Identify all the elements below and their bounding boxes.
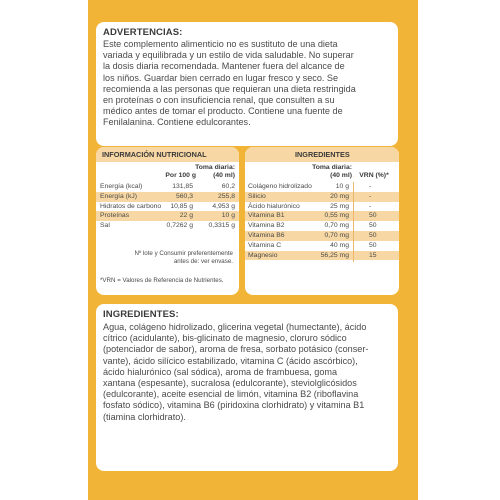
warnings-text — [103, 39, 391, 129]
col-vrn: VRN (%)* — [359, 172, 389, 179]
warnings-line: Este complemento alimenticio no es sustituto de una dieta — [103, 39, 338, 49]
ingredients-title: INGREDIENTES: — [103, 309, 179, 320]
row-daily: 25 mg — [330, 202, 349, 210]
warnings-line: médico antes de tomar el producto. Contiene una fuente de — [103, 106, 343, 117]
column-divider — [353, 182, 354, 262]
table-row — [96, 182, 239, 192]
lot-note-line: antes de: ver envase. — [173, 258, 233, 265]
table-row — [245, 202, 399, 212]
row-name: Sal — [100, 222, 110, 230]
warnings-title: ADVERTENCIAS: — [103, 27, 183, 38]
ingredients-line: fosfato sódico), vitamina B6 (piridoxina clorhidrato) y vitamina B1 — [103, 400, 365, 411]
col-daily-line2: (40 ml) — [330, 172, 352, 179]
row-vrn: - — [369, 202, 372, 210]
row-daily: 0,70 mg — [324, 231, 349, 239]
row-daily: 4,953 g — [212, 202, 235, 210]
nutrition-title: INFORMACIÓN NUTRICIONAL — [96, 147, 239, 162]
row-per100: 131,85 — [172, 183, 193, 190]
table-row — [96, 202, 239, 212]
row-daily: 10 g — [221, 212, 235, 220]
ingredients-line: cítrico (acidulante), bis-glicinato de magnesio, cloruro sódico — [103, 333, 347, 344]
ingredients-text — [103, 322, 391, 423]
warnings-box — [96, 22, 398, 146]
row-per100: 560,3 — [175, 192, 193, 200]
col-daily-line1: Toma diaria: — [312, 164, 352, 171]
row-name: Colágeno hidrolizado — [248, 183, 312, 190]
row-daily: 60,2 — [221, 183, 235, 190]
ingredients-table-title: INGREDIENTES — [245, 147, 399, 162]
warnings-line: la dosis diaria recomendada. Mantener fuera del alcance de — [103, 61, 345, 72]
table-row — [245, 241, 399, 251]
row-daily: 10 g — [335, 183, 349, 190]
row-name: Vitamina C — [248, 241, 282, 249]
row-name: Vitamina B6 — [248, 231, 285, 239]
ingredients-line: (edulcorante), aceite esencial de limón, vitamina B2 (riboflavina — [103, 389, 359, 400]
row-name: Hidratos de carbono — [100, 202, 162, 210]
ingredients-line: (tiamina clorhidrato). — [103, 411, 186, 422]
row-vrn: - — [369, 183, 372, 190]
warnings-line: en proteínas o con insuficiencia renal, que consulten a su — [103, 95, 335, 106]
row-name: Ácido hialurónico — [248, 202, 300, 210]
ingredients-table — [245, 147, 399, 295]
table-row — [245, 211, 399, 221]
nutrition-column-headers — [96, 162, 239, 182]
ingredients-line: vante), ácido silícico estabilizado, vitamina C (ácido ascórbico), — [103, 355, 358, 366]
row-daily: 40 mg — [330, 241, 349, 249]
row-name: Energía (kcal) — [100, 183, 143, 190]
ingredients-line: xantana (espesante), sucralosa (edulcorante), steviolglicósidos — [103, 378, 357, 389]
row-daily: 0,55 mg — [324, 212, 349, 220]
ingredients-line: (potenciador de sabor), aroma de fresa, sorbato potásico (conser- — [103, 344, 369, 355]
ingredients-line: ácido hialurónico (sal sódica), aroma de frambuesa, goma — [103, 366, 338, 377]
table-row — [245, 251, 399, 261]
row-per100: 10,85 g — [170, 202, 193, 210]
row-daily: 255,8 — [217, 192, 235, 200]
row-name: Energía (kJ) — [100, 192, 138, 200]
row-daily: 0,3315 g — [208, 222, 235, 230]
row-daily: 20 mg — [330, 192, 349, 200]
table-row — [245, 192, 399, 202]
row-daily: 56,25 mg — [320, 251, 349, 259]
table-row — [96, 221, 239, 231]
col-per100: Por 100 g — [165, 172, 196, 179]
table-row — [96, 192, 239, 202]
row-vrn: 15 — [369, 251, 377, 259]
warnings-line: variada y equilibrada y un estilo de vida saludable. No superar — [103, 50, 354, 61]
row-vrn: - — [369, 192, 372, 200]
row-daily: 0,70 mg — [324, 222, 349, 230]
row-name: Silicio — [248, 192, 266, 200]
row-per100: 0,7262 g — [166, 222, 193, 230]
ingredients-column-headers — [245, 162, 399, 182]
table-row — [245, 231, 399, 241]
row-name: Magnesio — [248, 251, 278, 259]
row-vrn: 50 — [369, 231, 377, 239]
ingredients-box — [96, 304, 398, 471]
row-vrn: 50 — [369, 212, 377, 220]
row-name: Vitamina B2 — [248, 222, 285, 230]
table-row — [245, 182, 399, 192]
warnings-line: Fenilalanina. Contiene edulcorantes. — [103, 117, 251, 128]
ingredients-line: Agua, colágeno hidrolizado, glicerina vegetal (humectante), ácido — [103, 322, 367, 332]
row-per100: 22 g — [179, 212, 193, 220]
lot-note-line: Nº lote y Consumir preferentemente — [134, 250, 233, 257]
nutrition-table — [96, 147, 239, 295]
col-daily-line2: (40 ml) — [213, 172, 235, 179]
row-name: Proteínas — [100, 212, 130, 220]
warnings-line: recomienda a las personas que requieran una dieta restringida — [103, 83, 356, 94]
col-daily-line1: Toma diaria: — [195, 164, 235, 171]
lot-note — [134, 250, 233, 266]
vrn-note: *VRN = Valores de Referencia de Nutrientes. — [100, 277, 224, 284]
row-name: Vitamina B1 — [248, 212, 285, 220]
table-row — [245, 221, 399, 231]
warnings-line: los niños. Guardar bien cerrado en lugar fresco y seco. Se — [103, 72, 339, 83]
table-row — [96, 211, 239, 221]
row-vrn: 50 — [369, 241, 377, 249]
row-vrn: 50 — [369, 222, 377, 230]
